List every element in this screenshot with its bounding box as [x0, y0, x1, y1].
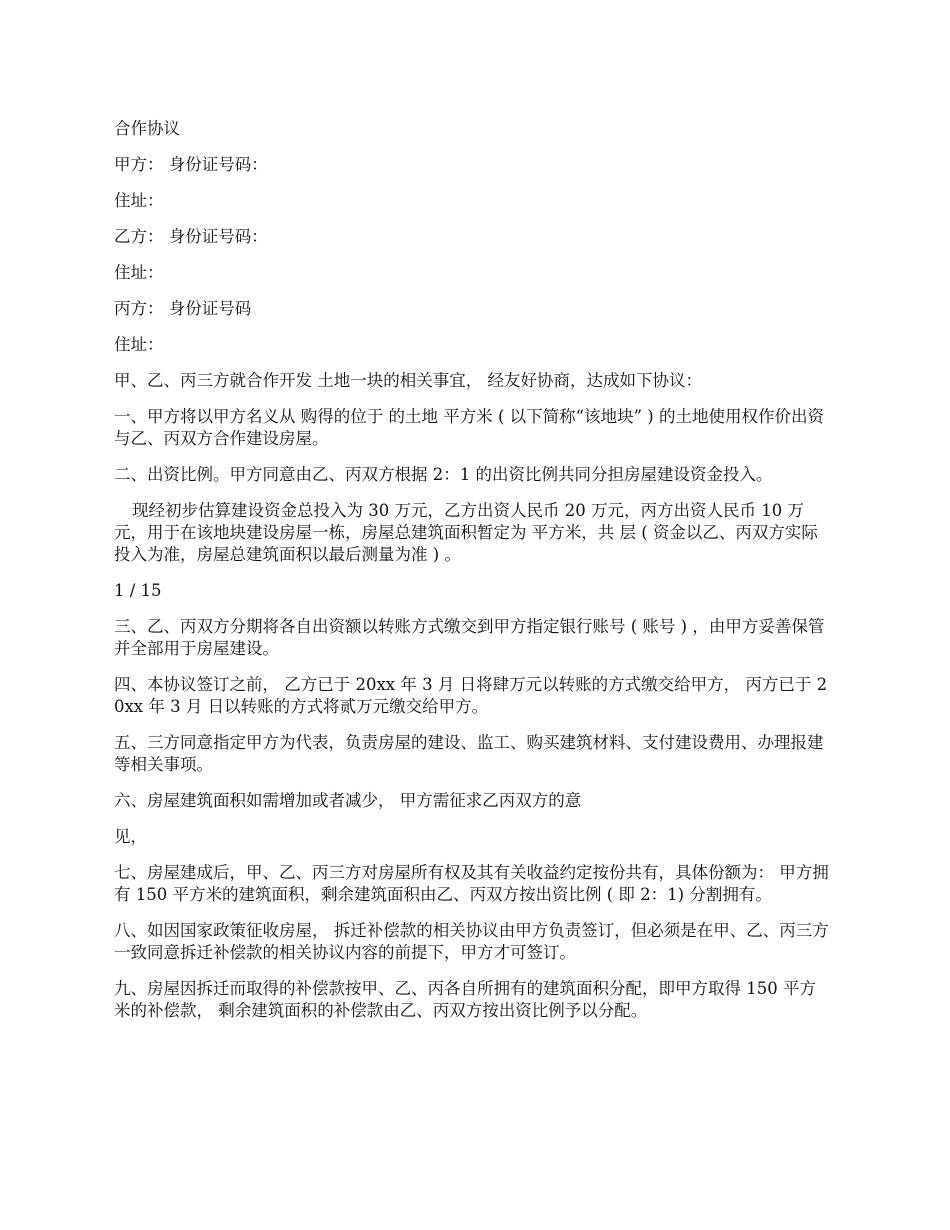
party-b-id: 乙方： 身份证号码： [114, 227, 268, 246]
clause-3: 三、乙、丙双方分期将各自出资额以转账方式缴交到甲方指定银行账号 ( 账号 ) ，由甲方妥善保管并全部用于房屋建设。 [114, 617, 825, 658]
party-c-address: 住址： [114, 335, 164, 354]
clause-1: 一、甲方将以甲方名义从 购得的位于 的土地 平方米 ( 以下简称“该地块” ) 的土地使用权作价出资与乙、丙双方合作建设房屋。 [114, 407, 824, 448]
clause-5: 五、三方同意指定甲方为代表，负责房屋的建设、监工、购买建筑材料、支付建设费用、办理报建等相关事项。 [114, 733, 824, 774]
page-number: 1 / 15 [114, 581, 162, 600]
document-title: 合作协议 [114, 119, 180, 138]
clause-7: 七、房屋建成后，甲、乙、丙三方对房屋所有权及其有关收益约定按份共有，具体份额为： 甲方拥有 150 平方米的建筑面积，剩余建筑面积由乙、丙双方按出资比例 ( 即 2：1) 分割拥有。 [114, 863, 829, 904]
clause-8: 八、如因国家政策征收房屋， 拆迁补偿款的相关协议由甲方负责签订，但必须是在甲、乙、丙三方一致同意拆迁补偿款的相关协议内容的前提下，甲方才可签订。 [114, 921, 829, 962]
clause-2-detail: 现经初步估算建设资金总投入为 30 万元，乙方出资人民币 20 万元，丙方出资人民币 10 万元，用于在该地块建设房屋一栋，房屋总建筑面积暂定为 平方米，共 层 ( 资金以乙、丙双方实际投入为准，房屋总建筑面积以最后测量为准 ) 。 [114, 501, 818, 564]
clause-9: 九、房屋因拆迁而取得的补偿款按甲、乙、丙各自所拥有的建筑面积分配，即甲方取得 150 平方米的补偿款， 剩余建筑面积的补偿款由乙、丙双方按出资比例予以分配。 [114, 979, 816, 1020]
clause-2: 二、出资比例。甲方同意由乙、丙双方根据 2：1 的出资比例共同分担房屋建设资金投入。 [114, 465, 773, 484]
party-a-id: 甲方： 身份证号码： [114, 155, 268, 174]
clause-6-part-1: 六、房屋建筑面积如需增加或者减少， 甲方需征求乙丙双方的意 [114, 791, 582, 810]
party-a-address: 住址： [114, 191, 164, 210]
intro-paragraph: 甲、乙、丙三方就合作开发 土地一块的相关事宜， 经友好协商，达成如下协议： [114, 371, 702, 390]
clause-6-part-2: 见， [114, 827, 147, 846]
party-c-id: 丙方： 身份证号码 [114, 299, 252, 318]
document-body [114, 118, 830, 1036]
clause-4: 四、本协议签订之前， 乙方已于 20xx 年 3 月 日将肆万元以转账的方式缴交给甲方， 丙方已于 20xx 年 3 月 日以转账的方式将贰万元缴交给甲方。 [114, 675, 828, 716]
party-b-address: 住址： [114, 263, 164, 282]
